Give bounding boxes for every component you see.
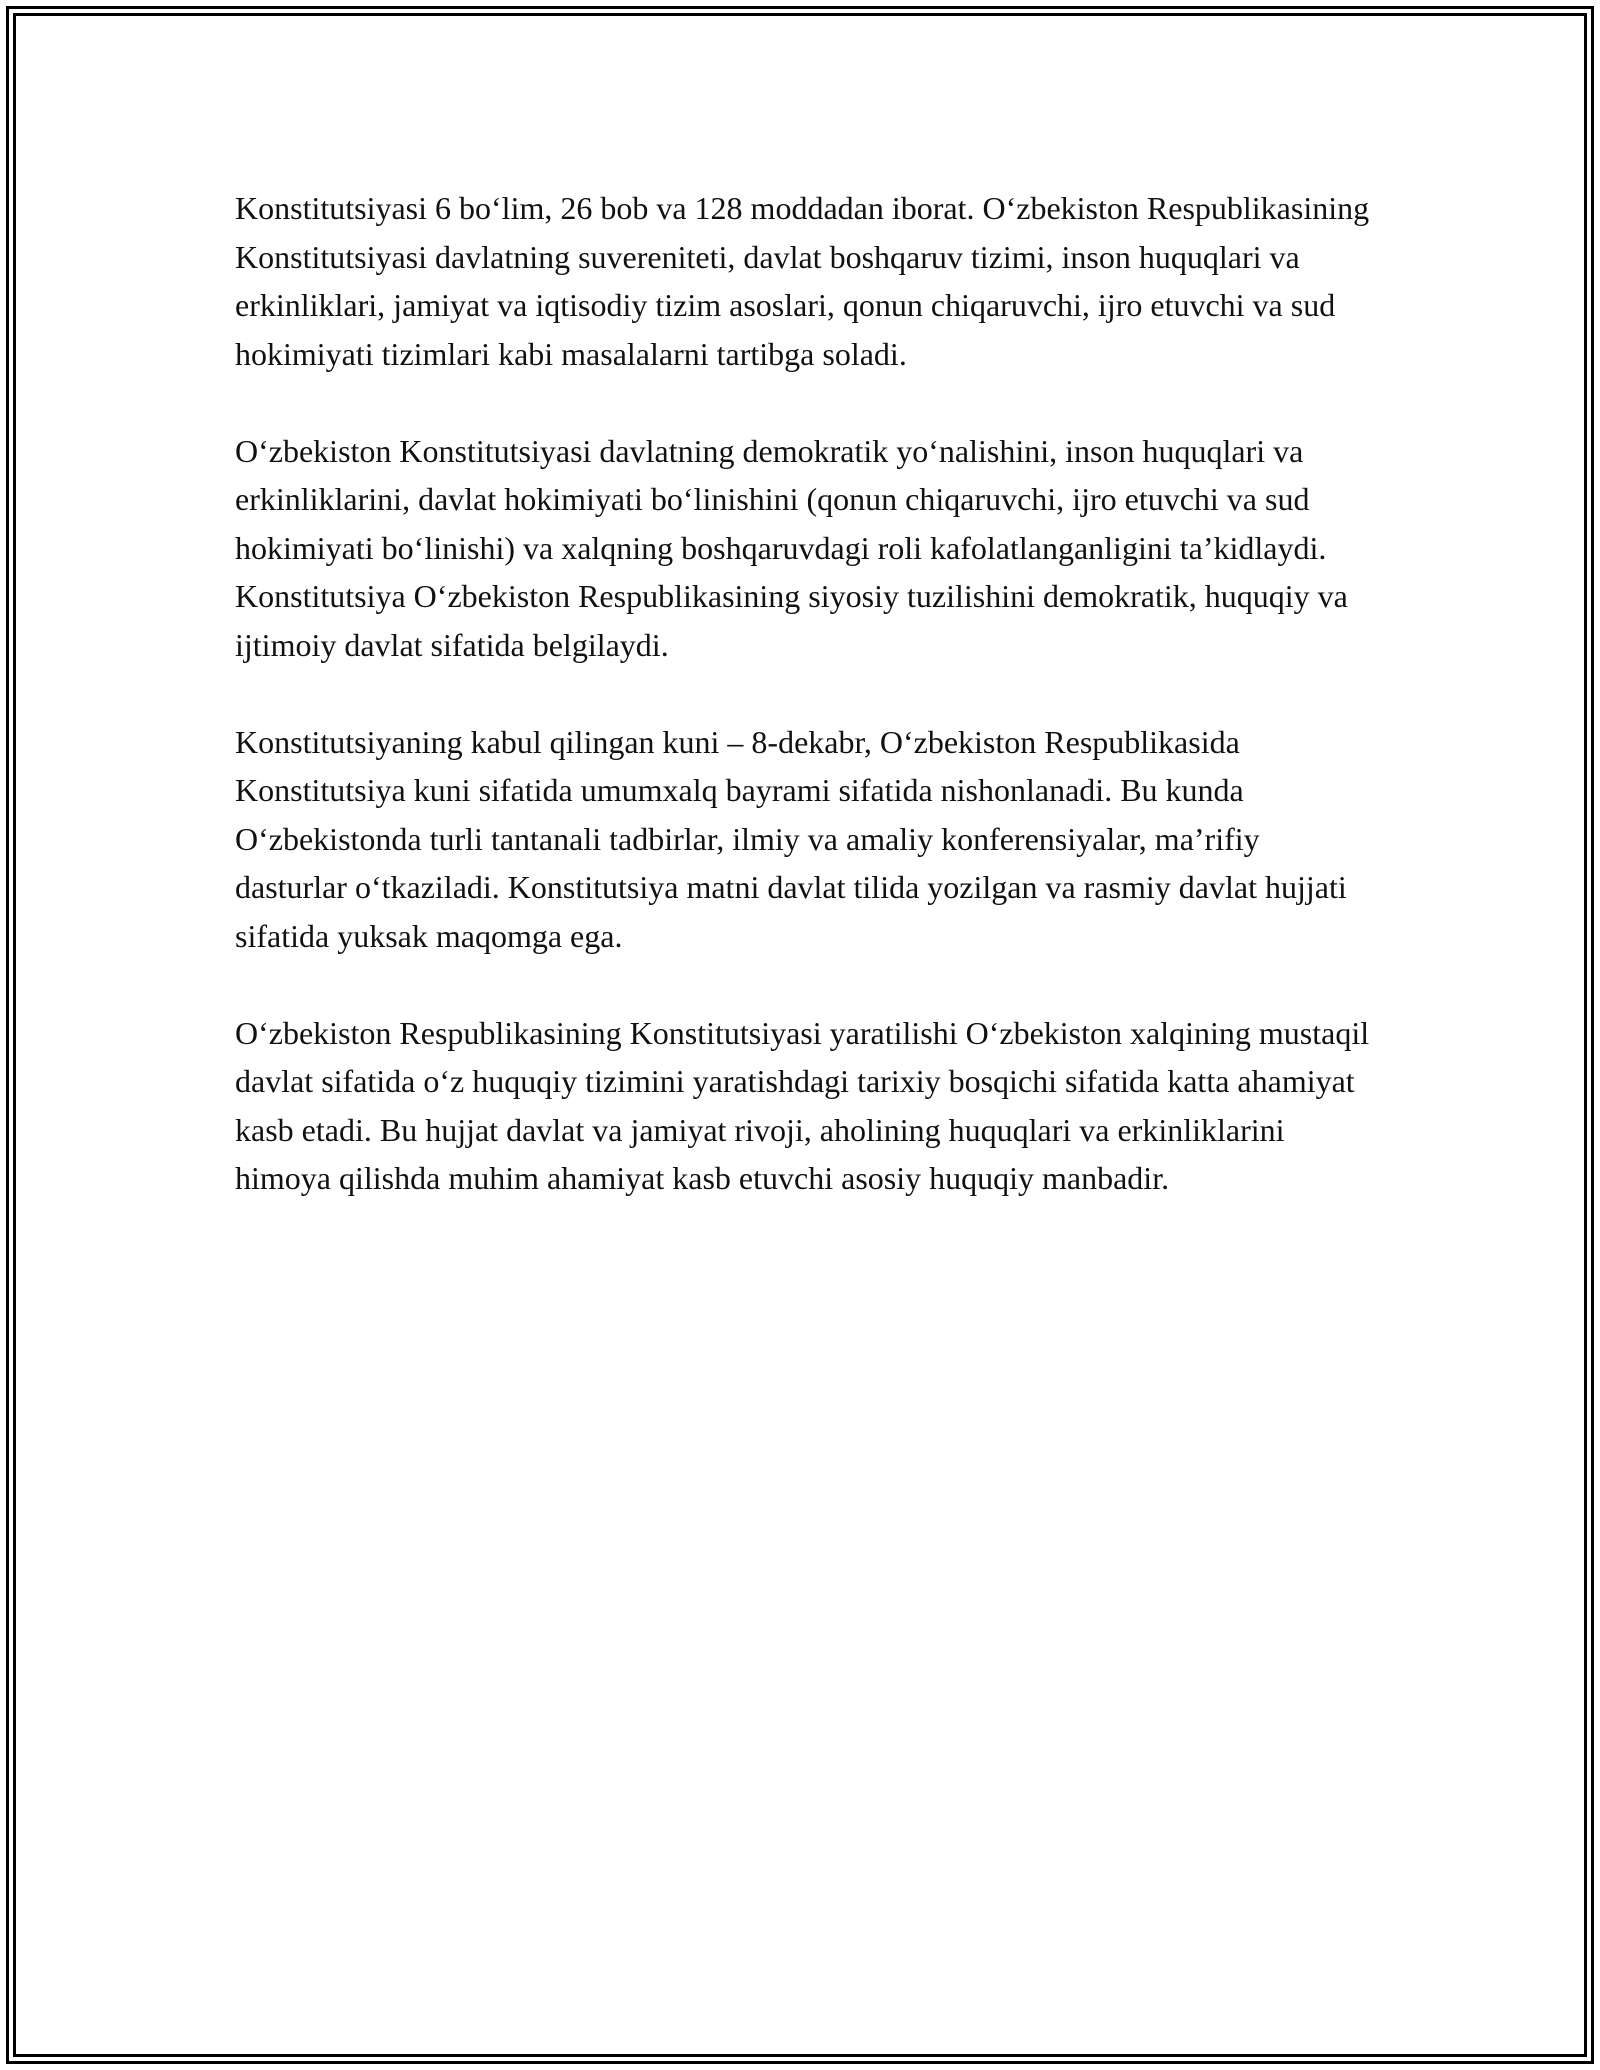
- paragraph-3: Konstitutsiyaning kabul qilingan kuni – 8-dekabr, O‘zbekiston Respublikasida Konstitutsiya kuni sifatida umumxalq bayrami sifatida nishonlanadi. Bu kunda O‘zbekistonda turli tantanali tadbirlar, ilmiy va amaliy konferensiyalar, ma’rifiy dasturlar o‘tkaziladi. Konstitutsiya matni davlat tilida yozilgan va rasmiy davlat hujjati sifatida yuksak maqomga ega.: [235, 723, 1347, 954]
- paragraph-2: O‘zbekiston Konstitutsiyasi davlatning demokratik yo‘nalishini, inson huquqlari va erkinliklarini, davlat hokimiyati bo‘linishini (qonun chiqaruvchi, ijro etuvchi va sud hokimiyati bo‘linishi) va xalqning boshqaruvdagi roli kafolatlanganligini ta’kidlaydi. Konstitutsiya O‘zbekiston Respublikasining siyosiy tuzilishini demokratik, huquqiy va ijtimoiy davlat sifatida belgilaydi.: [235, 432, 1348, 663]
- paragraph-4: O‘zbekiston Respublikasining Konstitutsiyasi yaratilishi O‘zbekiston xalqining mustaqil davlat sifatida o‘z huquqiy tizimini yaratishdagi tarixiy bosqichi sifatida katta ahamiyat kasb etadi. Bu hujjat davlat va jamiyat rivoji, aholining huquqlari va erkinliklarini himoya qilishda muhim ahamiyat kasb etuvchi asosiy huquqiy manbadir.: [235, 1014, 1370, 1196]
- document-body: [235, 184, 1370, 1251]
- paragraph-1: Konstitutsiyasi 6 bo‘lim, 26 bob va 128 moddadan iborat. O‘zbekiston Respublikasining Konstitutsiyasi davlatning suvereniteti, davlat boshqaruv tizimi, inson huquqlari va erkinliklari, jamiyat va iqtisodiy tizim asoslari, qonun chiqaruvchi, ijro etuvchi va sud hokimiyati tizimlari kabi masalalarni tartibga soladi.: [235, 190, 1370, 372]
